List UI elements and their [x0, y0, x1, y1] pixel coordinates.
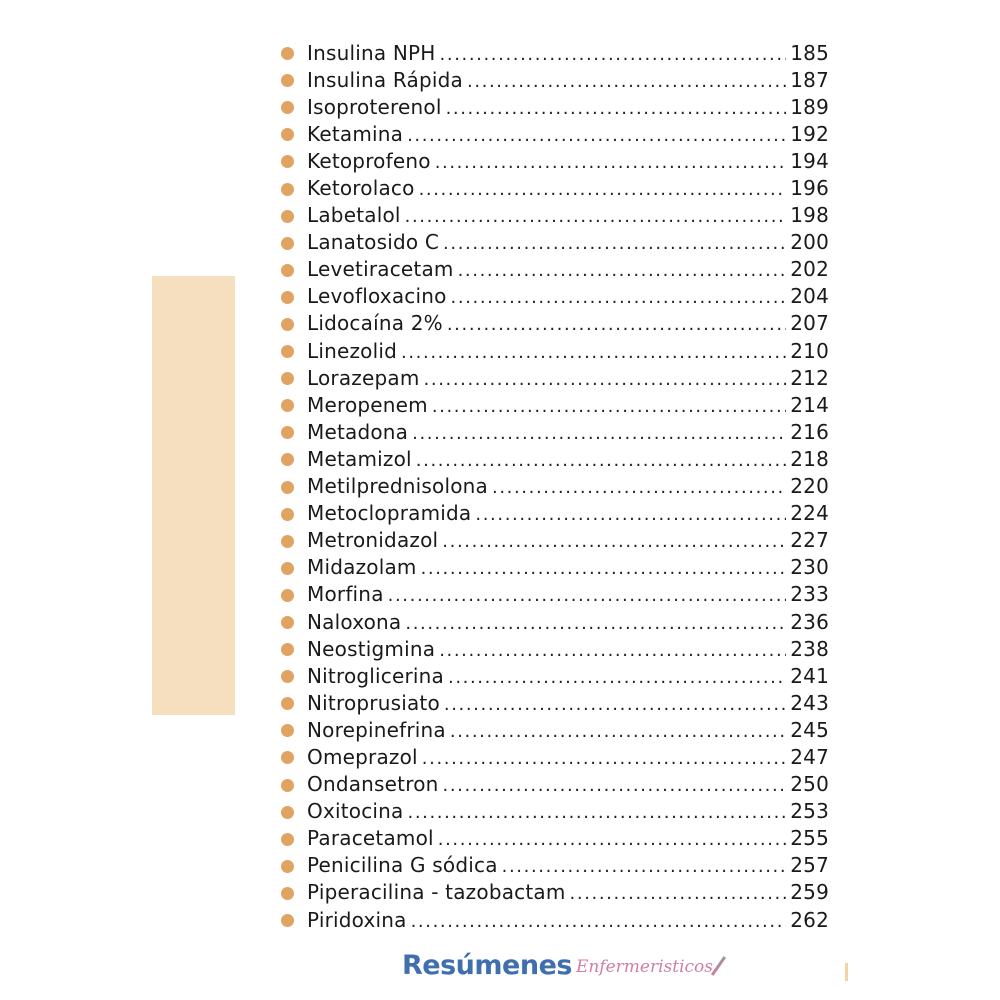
bullet-dot-icon — [281, 264, 294, 277]
toc-entry-page-number: 202 — [790, 257, 829, 282]
toc-entry-page-number: 204 — [790, 284, 829, 309]
pencil-icon — [711, 956, 726, 976]
toc-entry[interactable] — [281, 310, 829, 337]
toc-entry-title: Linezolid — [307, 338, 398, 363]
toc-entry-title: Lidocaína 2% — [307, 311, 443, 336]
toc-entry-page-number: 185 — [790, 40, 829, 65]
dot-leader — [411, 912, 787, 932]
logo-script-text: Enfermeristicos — [575, 957, 714, 977]
bullet-dot-icon — [281, 183, 294, 196]
bullet-dot-icon — [281, 426, 294, 439]
toc-entry-page-number: 253 — [790, 799, 829, 824]
toc-entry-title: Ketorolaco — [307, 176, 415, 201]
toc-entry[interactable] — [281, 554, 829, 581]
toc-entry-page-number: 257 — [790, 853, 829, 878]
toc-entry-title: Oxitocina — [307, 799, 404, 824]
dot-leader — [405, 207, 787, 227]
toc-entry[interactable] — [281, 906, 829, 933]
toc-entry-title: Ketoprofeno — [307, 148, 431, 173]
table-of-contents — [281, 39, 829, 933]
toc-entry-page-number: 196 — [790, 176, 829, 201]
toc-entry-page-number: 212 — [790, 365, 829, 390]
bullet-dot-icon — [281, 833, 294, 846]
toc-entry-page-number: 192 — [790, 121, 829, 146]
dot-leader — [467, 72, 786, 92]
toc-entry-title: Naloxona — [307, 609, 402, 634]
toc-entry-title: Metadona — [307, 419, 409, 444]
toc-entry-title: Insulina Rápida — [307, 67, 463, 92]
toc-entry-title: Metamizol — [307, 446, 412, 471]
toc-entry-page-number: 238 — [790, 636, 829, 661]
toc-entry-title: Lorazepam — [307, 365, 420, 390]
bullet-dot-icon — [281, 697, 294, 710]
bullet-dot-icon — [281, 47, 294, 60]
page-edge-mark — [845, 963, 848, 981]
toc-entry-page-number: 214 — [790, 392, 829, 417]
dot-leader — [440, 45, 787, 65]
toc-entry-page-number: 194 — [790, 148, 829, 173]
dot-leader — [407, 126, 786, 146]
toc-entry[interactable] — [281, 879, 829, 906]
toc-entry-title: Meropenem — [307, 392, 428, 417]
toc-entry-title: Nitroprusiato — [307, 690, 440, 715]
toc-entry-title: Piperacilina - tazobactam — [307, 880, 566, 905]
dot-leader — [388, 586, 787, 606]
toc-entry-title: Neostigmina — [307, 636, 436, 661]
toc-entry[interactable] — [281, 418, 829, 445]
bullet-dot-icon — [281, 589, 294, 602]
dot-leader — [442, 532, 786, 552]
toc-entry-page-number: 189 — [790, 94, 829, 119]
toc-entry[interactable] — [281, 716, 829, 743]
bullet-dot-icon — [281, 643, 294, 656]
toc-entry-title: Omeprazol — [307, 744, 418, 769]
toc-entry-page-number: 250 — [790, 772, 829, 797]
dot-leader — [432, 397, 786, 417]
toc-entry-page-number: 255 — [790, 826, 829, 851]
toc-entry[interactable] — [281, 500, 829, 527]
bullet-dot-icon — [281, 860, 294, 873]
bullet-dot-icon — [281, 210, 294, 223]
toc-entry-page-number: 220 — [790, 474, 829, 499]
toc-entry-title: Morfina — [307, 582, 384, 607]
dot-leader — [435, 153, 787, 173]
toc-entry-page-number: 207 — [790, 311, 829, 336]
toc-entry[interactable] — [281, 635, 829, 662]
dot-leader — [412, 424, 786, 444]
toc-entry[interactable] — [281, 771, 829, 798]
dot-leader — [447, 315, 786, 335]
toc-entry-title: Insulina NPH — [307, 40, 436, 65]
dot-leader — [492, 478, 786, 498]
bullet-dot-icon — [281, 751, 294, 764]
toc-entry-title: Labetalol — [307, 203, 401, 228]
bullet-dot-icon — [281, 481, 294, 494]
toc-entry-page-number: 227 — [790, 528, 829, 553]
toc-entry[interactable] — [281, 608, 829, 635]
dot-leader — [450, 722, 786, 742]
toc-entry[interactable] — [281, 445, 829, 472]
dot-leader — [451, 288, 787, 308]
toc-entry[interactable] — [281, 743, 829, 770]
dot-leader — [570, 884, 787, 904]
toc-entry-title: Piridoxina — [307, 907, 407, 932]
bullet-dot-icon — [281, 914, 294, 927]
dot-leader — [401, 343, 786, 363]
dot-leader — [446, 99, 787, 119]
dot-leader — [421, 559, 787, 579]
toc-entry-page-number: 245 — [790, 717, 829, 742]
dot-leader — [475, 505, 786, 525]
toc-entry-title: Penicilina G sódica — [307, 853, 498, 878]
bullet-dot-icon — [281, 670, 294, 683]
side-color-tab — [152, 276, 235, 715]
toc-entry-page-number: 210 — [790, 338, 829, 363]
toc-entry[interactable] — [281, 174, 829, 201]
footer-brand-logo — [402, 950, 720, 981]
dot-leader — [416, 451, 786, 471]
toc-entry-page-number: 247 — [790, 744, 829, 769]
dot-leader — [439, 641, 786, 661]
toc-entry-title: Metoclopramida — [307, 501, 472, 526]
toc-entry-title: Lanatosido C — [307, 230, 440, 255]
bullet-dot-icon — [281, 372, 294, 385]
bullet-dot-icon — [281, 128, 294, 141]
toc-entry-title: Nitroglicerina — [307, 663, 444, 688]
bullet-dot-icon — [281, 318, 294, 331]
dot-leader — [419, 180, 787, 200]
bullet-dot-icon — [281, 345, 294, 358]
toc-entry[interactable] — [281, 202, 829, 229]
logo-main-text: Resúmenes — [402, 950, 572, 981]
bullet-dot-icon — [281, 535, 294, 548]
toc-entry-page-number: 243 — [790, 690, 829, 715]
toc-entry-title: Ketamina — [307, 121, 404, 146]
dot-leader — [422, 749, 786, 769]
toc-entry[interactable] — [281, 66, 829, 93]
toc-entry-page-number: 233 — [790, 582, 829, 607]
dot-leader — [458, 261, 787, 281]
toc-entry-title: Isoproterenol — [307, 94, 442, 119]
toc-entry-title: Paracetamol — [307, 826, 434, 851]
toc-entry[interactable] — [281, 147, 829, 174]
bullet-dot-icon — [281, 806, 294, 819]
toc-entry-page-number: 218 — [790, 446, 829, 471]
bullet-dot-icon — [281, 562, 294, 575]
dot-leader — [443, 776, 787, 796]
bullet-dot-icon — [281, 237, 294, 250]
toc-entry[interactable] — [281, 283, 829, 310]
bullet-dot-icon — [281, 101, 294, 114]
toc-entry[interactable] — [281, 689, 829, 716]
toc-entry-title: Levetiracetam — [307, 257, 454, 282]
toc-entry[interactable] — [281, 391, 829, 418]
dot-leader — [443, 234, 786, 254]
toc-entry-page-number: 187 — [790, 67, 829, 92]
toc-entry[interactable] — [281, 662, 829, 689]
bullet-dot-icon — [281, 616, 294, 629]
dot-leader — [424, 370, 787, 390]
bullet-dot-icon — [281, 399, 294, 412]
bullet-dot-icon — [281, 724, 294, 737]
toc-entry[interactable] — [281, 852, 829, 879]
toc-entry[interactable] — [281, 337, 829, 364]
toc-entry[interactable] — [281, 120, 829, 147]
toc-entry[interactable] — [281, 527, 829, 554]
toc-entry[interactable] — [281, 229, 829, 256]
toc-entry[interactable] — [281, 798, 829, 825]
toc-entry[interactable] — [281, 93, 829, 120]
toc-entry[interactable] — [281, 39, 829, 66]
bullet-dot-icon — [281, 779, 294, 792]
toc-entry-page-number: 216 — [790, 419, 829, 444]
dot-leader — [444, 695, 786, 715]
dot-leader — [448, 668, 786, 688]
bullet-dot-icon — [281, 155, 294, 168]
dot-leader — [438, 830, 786, 850]
toc-entry[interactable] — [281, 825, 829, 852]
toc-entry[interactable] — [281, 473, 829, 500]
toc-entry-title: Midazolam — [307, 555, 417, 580]
toc-entry-page-number: 236 — [790, 609, 829, 634]
bullet-dot-icon — [281, 887, 294, 900]
toc-entry-title: Metilprednisolona — [307, 474, 489, 499]
dot-leader — [502, 857, 787, 877]
bullet-dot-icon — [281, 508, 294, 521]
dot-leader — [408, 803, 787, 823]
toc-entry-title: Metronidazol — [307, 528, 439, 553]
toc-entry-page-number: 198 — [790, 203, 829, 228]
toc-entry-page-number: 262 — [790, 907, 829, 932]
toc-entry-page-number: 241 — [790, 663, 829, 688]
toc-entry[interactable] — [281, 364, 829, 391]
toc-entry-title: Levofloxacino — [307, 284, 447, 309]
dot-leader — [405, 614, 786, 634]
bullet-dot-icon — [281, 74, 294, 87]
toc-entry-page-number: 230 — [790, 555, 829, 580]
toc-entry-title: Norepinefrina — [307, 717, 446, 742]
bullet-dot-icon — [281, 291, 294, 304]
toc-entry-page-number: 259 — [790, 880, 829, 905]
bullet-dot-icon — [281, 453, 294, 466]
toc-entry-page-number: 224 — [790, 501, 829, 526]
toc-entry[interactable] — [281, 581, 829, 608]
toc-entry[interactable] — [281, 256, 829, 283]
toc-entry-title: Ondansetron — [307, 772, 439, 797]
toc-entry-page-number: 200 — [790, 230, 829, 255]
